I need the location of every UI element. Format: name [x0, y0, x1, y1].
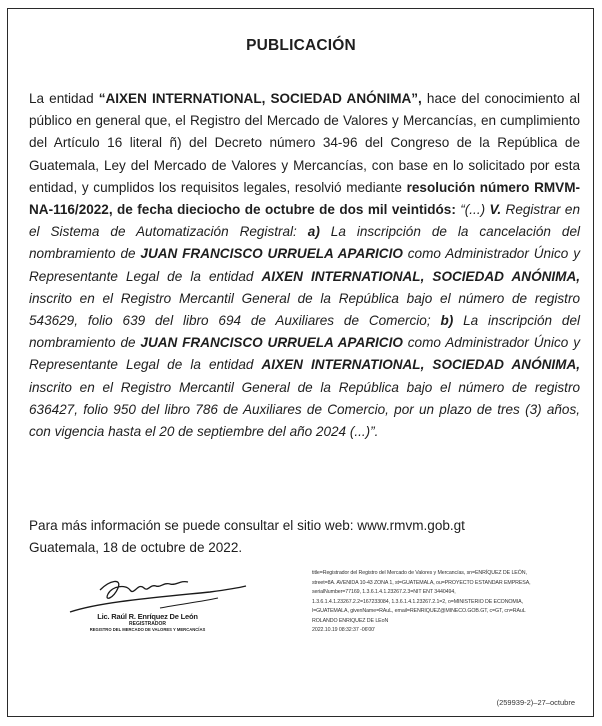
company-name: “AIXEN INTERNATIONAL, SOCIEDAD ANÓNIMA”, — [98, 91, 422, 106]
quote-text: como Administrador Único y Representante Legal de la entidad — [29, 335, 580, 373]
body-text: La entidad — [29, 91, 99, 106]
item-b-label: b) — [440, 313, 454, 329]
quote-open: “(...) — [455, 202, 490, 218]
publication-body — [29, 88, 580, 443]
cert-line: l=GUATEMALA, givenName=RAuL, email=RENRIQUEZ@MINECO.GOB.GT, c=GT, cn=RAuL — [312, 608, 526, 614]
quote-text: inscrito en el Registro Mercantil General de la República bajo el número de registro 636427, folio 950 del libro 786 de Auxiliares de Comercio, por un plazo de tres (3) años, con vigencia hasta el 20 de septiembre del año 2024 (...)”. — [29, 379, 580, 440]
website-line: Para más información se puede consultar el sitio web: www.rmvm.gob.gt — [29, 518, 465, 533]
quote-text: Registrar en el Sistema de Automatización Registral: — [29, 202, 580, 240]
info-block — [29, 515, 580, 559]
date-line: Guatemala, 18 de octubre de 2022. — [29, 540, 243, 555]
quote-text: inscrito en el Registro Mercantil General de la República bajo el número de registro 543629, folio 639 del libro 694 de Auxiliares de Comercio; — [29, 290, 580, 329]
digital-certificate — [312, 569, 582, 636]
company-name: AIXEN INTERNATIONAL, SOCIEDAD ANÓNIMA, — [261, 268, 580, 284]
signer-role: REGISTRADOR — [129, 621, 166, 627]
quote-text: como Administrador Único y Representante Legal de la entidad — [29, 246, 580, 284]
cert-line: serialNumber=77169, 1.3.6.1.4.1.23267.2.3=NIT ENT 3440494, — [312, 589, 456, 595]
section-number: V. — [489, 202, 502, 218]
publication-code: (259939-2)–27–octubre — [496, 698, 575, 707]
item-a-label: a) — [307, 224, 320, 240]
cert-line: street=8A. AVENIDA 10-43 ZONA 1, st=GUATEMALA, ou=PROYECTO ESTANDAR EMPRESA, — [312, 579, 531, 586]
cert-line: 1.3.6.1.4.1.23267.2.2=167233084, 1.3.6.1.4.1.23267.2.1=2, o=MINISTERIO DE ECONOMIA, — [312, 598, 523, 605]
quote-text: La inscripción del nombramiento de — [29, 313, 580, 351]
cert-line: ROLANDO ENRIQUEZ DE LEoN — [312, 617, 389, 624]
signer-name: Lic. Raúl R. Enríquez De León — [97, 612, 198, 621]
signer-office: REGISTRO DEL MERCADO DE VALORES Y MERCANCÍAS — [89, 627, 206, 632]
resolution-reference: resolución número RMVM-NA-116/2022, de fecha dieciocho de octubre de dos mil veintidós: — [29, 179, 580, 218]
cert-line: 2022.10.19 08:32:37 -06'00' — [312, 627, 375, 633]
company-name: AIXEN INTERNATIONAL, SOCIEDAD ANÓNIMA, — [261, 357, 580, 373]
person-name: JUAN FRANCISCO URRUELA APARICIO — [140, 335, 403, 351]
signature-block — [60, 612, 235, 632]
quote-text: La inscripción de la cancelación del nombramiento de — [29, 224, 580, 262]
page-title: PUBLICACIÓN — [246, 37, 356, 54]
cert-line: title=Registrador del Registro del Mercado de Valores y Mercancías, sn=ENRÍQUEZ DE LEÓN, — [312, 570, 527, 576]
body-text: hace del conocimiento al público en general que, el Registro del Mercado de Valores y Mercancías, en cumplimiento del Artículo 16 literal ñ) del Decreto número 34-96 del Congreso de la República de Guatemala, Ley del Mercado de Valores y Mercancías, con base en lo solicitado por esta entidad, y cumplidos los requisitos legales, resolvió mediante — [29, 91, 581, 195]
person-name: JUAN FRANCISCO URRUELA APARICIO — [140, 246, 403, 262]
